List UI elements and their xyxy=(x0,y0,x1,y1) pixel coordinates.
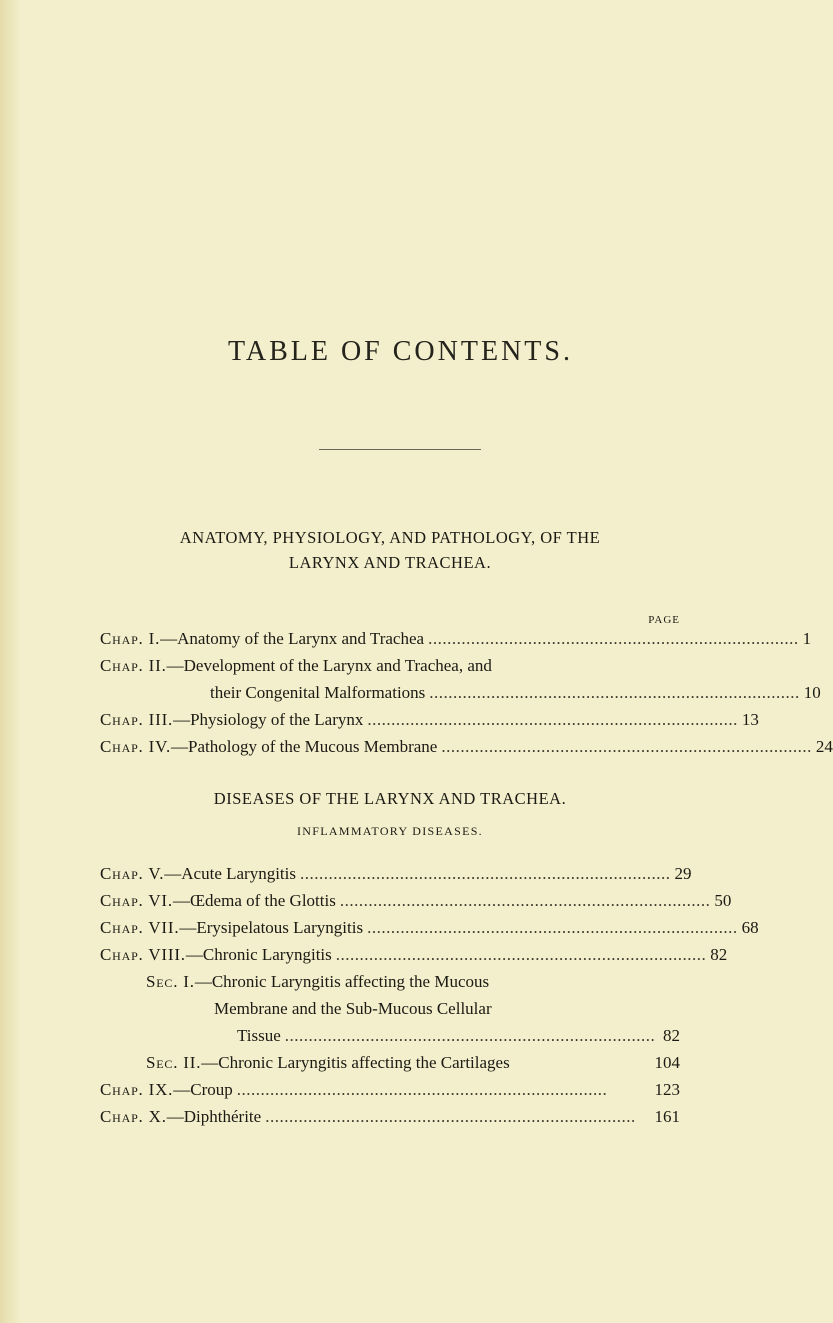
entry-title: —Pathology of the Mucous Membrane xyxy=(171,737,438,756)
entry-prefix: Chap. VIII. xyxy=(100,945,186,964)
dot-leader: .............................................................................. xyxy=(300,864,671,883)
entry-prefix: Chap. VII. xyxy=(100,918,180,937)
dot-leader: .............................................................................. xyxy=(339,891,711,910)
entry-page-number: 24 xyxy=(815,737,833,756)
page-title: TABLE OF CONTENTS. xyxy=(228,336,573,367)
entry-prefix: Chap. V. xyxy=(100,864,165,883)
dot-leader: .............................................................................. xyxy=(441,737,812,756)
toc-entry xyxy=(100,890,732,912)
entry-prefix: Chap. II. xyxy=(100,656,167,675)
dot-leader: .............................................................................. xyxy=(284,1026,656,1045)
entry-page-number: 161 xyxy=(654,1107,680,1126)
toc-entry xyxy=(100,1106,680,1128)
toc-entry xyxy=(146,971,680,993)
toc-entry xyxy=(100,628,812,650)
entry-prefix: Sec. I. xyxy=(146,972,195,991)
entry-page-number: 82 xyxy=(663,1026,680,1045)
dot-leader: .............................................................................. xyxy=(236,1080,608,1099)
entry-prefix: Chap. IX. xyxy=(100,1080,174,1099)
entry-page-number: 10 xyxy=(803,683,821,702)
dot-leader: .............................................................................. xyxy=(367,710,738,729)
entry-page-number: 50 xyxy=(714,891,732,910)
entry-title: —Physiology of the Larynx xyxy=(173,710,364,729)
toc-entry xyxy=(146,1052,680,1074)
toc-entry xyxy=(100,736,833,758)
entry-title: —Croup xyxy=(173,1080,233,1099)
entry-title: —Development of the Larynx and Trachea, and xyxy=(166,656,492,675)
toc-entry xyxy=(100,709,759,731)
page-edge-shadow xyxy=(0,0,20,1323)
entry-title: —Chronic Laryngitis xyxy=(185,945,332,964)
toc-entry-continuation xyxy=(214,998,680,1020)
dot-leader: .............................................................................. xyxy=(428,629,799,648)
dot-leader: .............................................................................. xyxy=(265,1107,636,1126)
entry-prefix: Chap. IV. xyxy=(100,737,172,756)
entry-title: —Diphthérite xyxy=(166,1107,262,1126)
section-heading-line-2: LARYNX AND TRACHEA. xyxy=(288,553,492,572)
entry-title: —Acute Laryngitis xyxy=(164,864,296,883)
entry-title: —Chronic Laryngitis affecting the Mucous xyxy=(194,972,490,991)
toc-entry-continuation xyxy=(210,682,821,704)
entry-prefix: Chap. III. xyxy=(100,710,174,729)
toc-entry xyxy=(100,1079,680,1101)
entry-title: —Œdema of the Glottis xyxy=(172,891,336,910)
title-divider xyxy=(319,449,481,450)
dot-leader: .............................................................................. xyxy=(367,918,738,937)
toc-entry xyxy=(100,655,680,677)
entry-title-continued: Tissue xyxy=(237,1026,281,1045)
page-column-label: PAGE xyxy=(648,614,680,626)
entry-title-continued: their Congenital Malformations xyxy=(210,683,426,702)
toc-entry-continuation xyxy=(237,1025,680,1047)
entry-title: —Chronic Laryngitis affecting the Cartilages xyxy=(201,1053,510,1072)
entry-title-continued: Membrane and the Sub-Mucous Cellular xyxy=(214,999,492,1018)
entry-page-number: 123 xyxy=(654,1080,680,1099)
entry-page-number: 82 xyxy=(710,945,728,964)
dot-leader: .............................................................................. xyxy=(335,945,707,964)
entry-page-number: 68 xyxy=(741,918,759,937)
section-heading-diseases: DISEASES OF THE LARYNX AND TRACHEA. xyxy=(213,789,567,808)
entry-page-number: 29 xyxy=(674,864,692,883)
entry-prefix: Sec. II. xyxy=(146,1053,202,1072)
entry-prefix: Chap. X. xyxy=(100,1107,167,1126)
toc-entry xyxy=(100,863,692,885)
dot-leader: .............................................................................. xyxy=(429,683,800,702)
section-heading-anatomy xyxy=(100,525,680,575)
entry-title: —Anatomy of the Larynx and Trachea xyxy=(160,629,425,648)
entry-page-number: 104 xyxy=(654,1053,680,1072)
toc-entry xyxy=(100,917,759,939)
section-heading-line-1: ANATOMY, PHYSIOLOGY, AND PATHOLOGY, OF THE xyxy=(179,528,601,547)
entry-page-number: 13 xyxy=(741,710,759,729)
entry-title: —Erysipelatous Laryngitis xyxy=(179,918,364,937)
subsection-heading-inflammatory: INFLAMMATORY DISEASES. xyxy=(297,824,483,838)
entry-prefix: Chap. I. xyxy=(100,629,161,648)
toc-entry xyxy=(100,944,728,966)
entry-prefix: Chap. VI. xyxy=(100,891,173,910)
entry-page-number: 1 xyxy=(802,629,812,648)
